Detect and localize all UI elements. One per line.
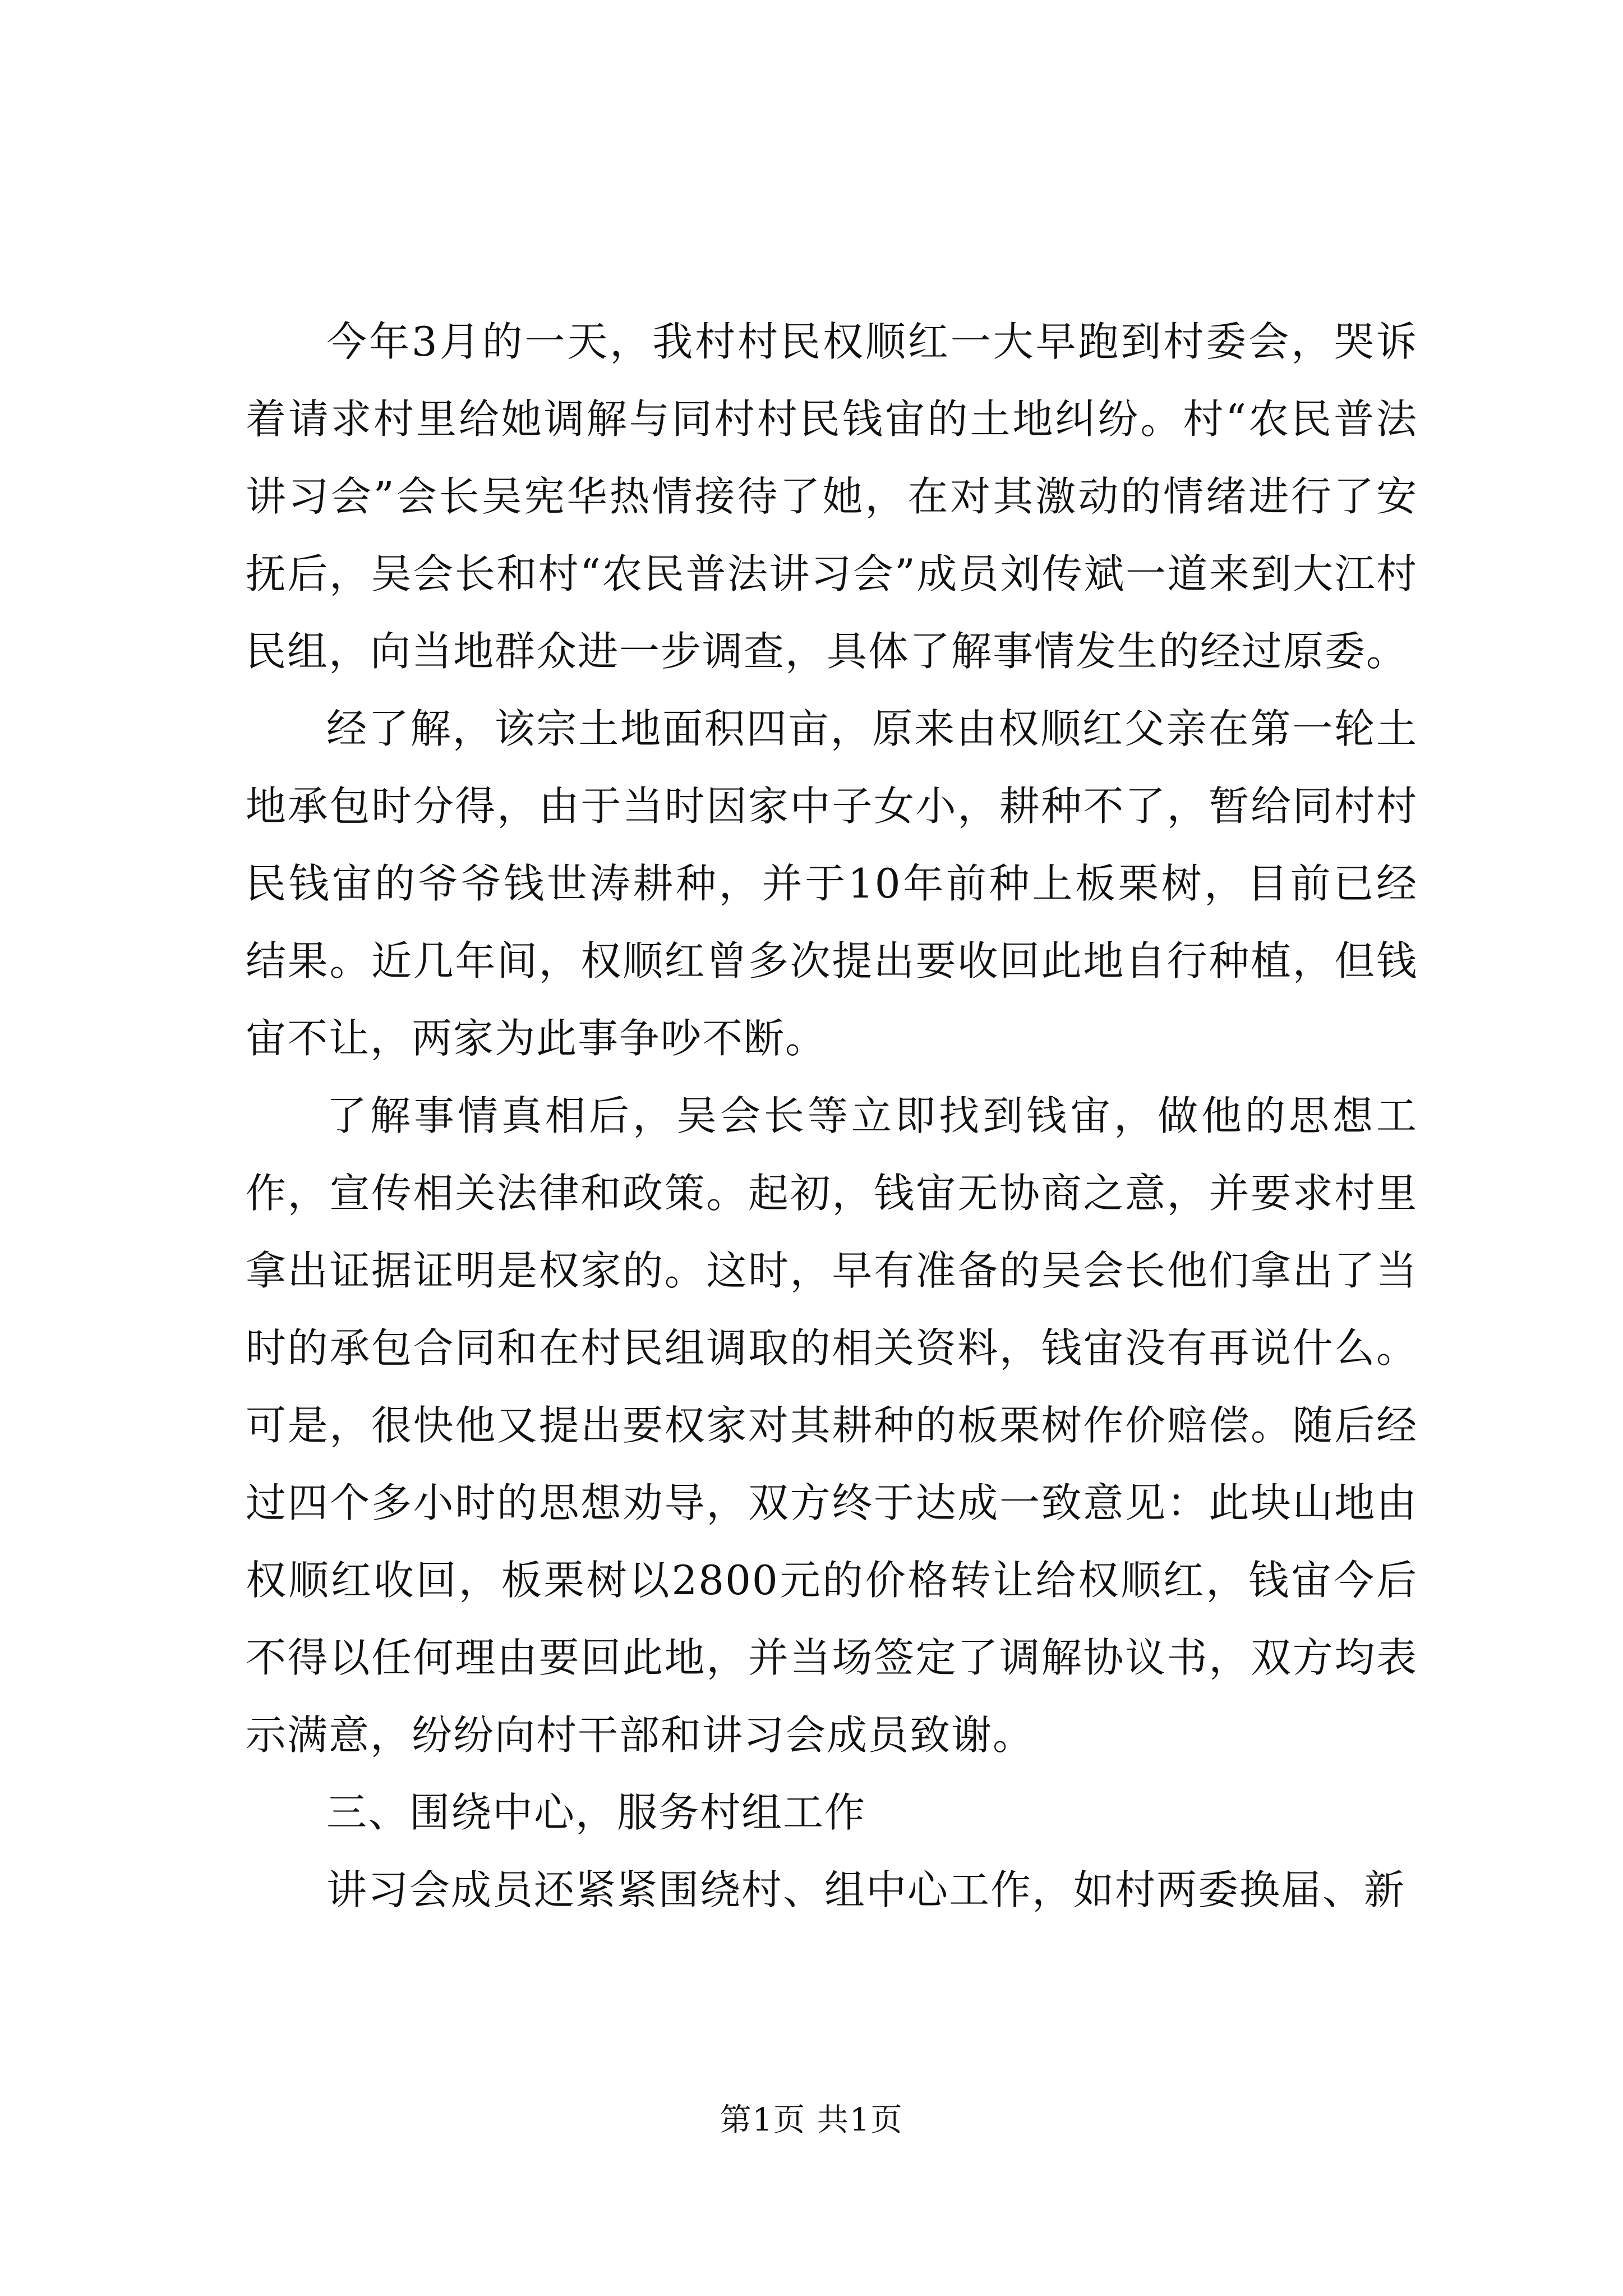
document-body — [246, 303, 1418, 1929]
paragraph-mediation-result: 了解事情真相后，吴会长等立即找到钱宙，做他的思想工作，宣传相关法律和政策。起初，钱宙无协商之意，并要求村里拿出证据证明是权家的。这时，早有准备的吴会长他们拿出了当时的承包合同和在村民组调取的相关资料，钱宙没有再说什么。可是，很快他又提出要权家对其耕种的板栗树作价赔偿。随后经过四个多小时的思想劝导，双方终于达成一致意见：此块山地由权顺红收回，板栗树以2800元的价格转让给权顺红，钱宙今后不得以任何理由要回此地，并当场签定了调解协议书，双方均表示满意，纷纷向村干部和讲习会成员致谢。 — [246, 1092, 1418, 1759]
paragraph-land-background: 经了解，该宗土地面积四亩，原来由权顺红父亲在第一轮土地承包时分得，由于当时因家中子女小，耕种不了，暂给同村村民钱宙的爷爷钱世涛耕种，并于10年前种上板栗树，目前已经结果。近几年间，权顺红曾多次提出要收回此地自行种植，但钱宙不让，两家为此事争吵不断。 — [246, 705, 1418, 1062]
section-heading: 三、围绕中心，服务村组工作 — [326, 1789, 866, 1836]
page-number-footer: 第1页 共1页 — [720, 2102, 903, 2138]
paragraph-continuation: 讲习会成员还紧紧围绕村、组中心工作，如村两委换届、新 — [326, 1866, 1406, 1913]
paragraph-land-dispute-intro: 今年3月的一天，我村村民权顺红一大早跑到村委会，哭诉着请求村里给她调解与同村村民钱宙的土地纠纷。村“农民普法讲习会”会长吴宪华热情接待了她，在对其激动的情绪进行了安抚后，吴会长和村“农民普法讲习会”成员刘传斌一道来到大江村民组，向当地群众进一步调查，具体了解事情发生的经过原委。 — [246, 318, 1418, 675]
